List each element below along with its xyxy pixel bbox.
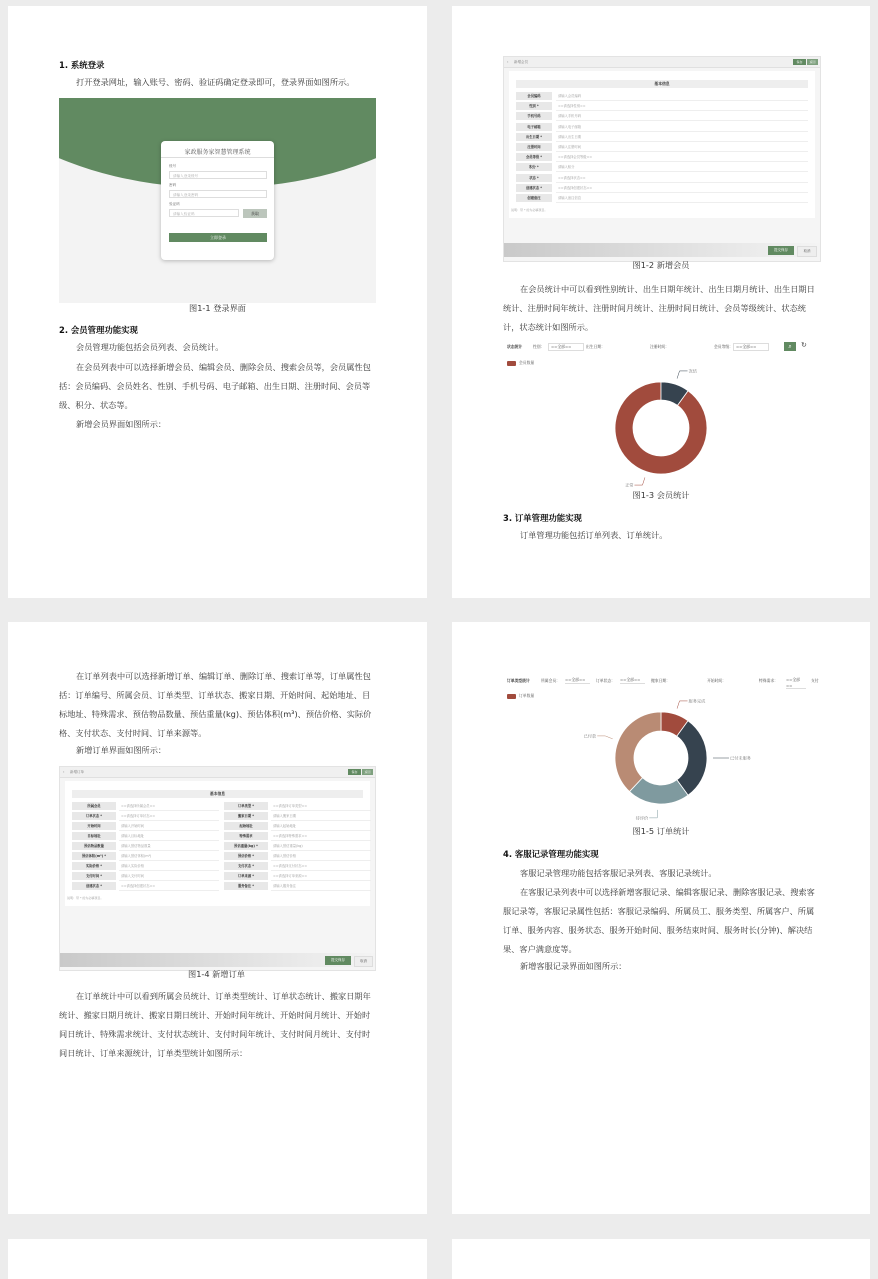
member-stats-screenshot [503, 338, 819, 488]
paragraph: 订单管理功能包括订单列表、订单统计。 [520, 530, 668, 540]
form-note: 说明：带 * 的为必填项目。 [511, 208, 548, 212]
pie-label-1: 已付未服务 [730, 755, 751, 761]
field-input[interactable]: 请输入备注信息 [556, 194, 808, 203]
pie-label-line-3 [597, 736, 612, 739]
field-label: 状态 * [516, 174, 552, 182]
paragraph: 在订单列表中可以选择新增订单、编辑订单、删除订单、搜索订单等，订单属性包括：订单编号、所属会员、订单类型、订单状态、搬家日期、开始时间、起始地址、目标地址、特殊需求、预估物品数量、预估重量(kg)、预估体积(m³)、预估价格、实际价格、支付状态、支付时间、订单来源等。 [59, 671, 372, 738]
login-button[interactable]: 立即登录 [169, 233, 267, 242]
legend-label: 订单数量 [519, 693, 535, 698]
submit-button[interactable]: 提交保存 [768, 246, 794, 255]
filter-label: 注册时间： [650, 344, 669, 349]
pie-label-1: 冻结 [688, 368, 697, 374]
cancel-button[interactable]: 取消 [354, 956, 373, 967]
captcha-label: 验证码 [169, 202, 180, 206]
field-input[interactable]: ==请选择订单类型== [271, 802, 371, 811]
order-form [65, 781, 370, 906]
field-input[interactable]: 请输入预估物品数量 [119, 842, 219, 851]
add-member-screenshot [503, 56, 821, 262]
field-label: 手机号码 [516, 112, 552, 120]
field-label: 所属会员 [72, 802, 116, 810]
document-page-3 [8, 622, 427, 1214]
filter-label: 出生日期： [586, 344, 605, 349]
form-section-title: 基本信息 [516, 80, 808, 88]
field-input[interactable]: 请输入注册时间 [556, 143, 808, 152]
field-label: 目标地址 [72, 832, 116, 840]
field-input[interactable]: 请输入搬家日期 [271, 812, 371, 821]
field-input[interactable]: ==请选择创建状态== [556, 184, 808, 193]
field-label: 性别 * [516, 102, 552, 110]
field-label: 创建备注 [516, 194, 552, 202]
captcha-input[interactable]: 请输入验证码 [169, 209, 239, 217]
filter-label: 订单状态： [596, 678, 615, 683]
field-input[interactable]: 请输入开始时间 [119, 822, 219, 831]
document-page-2 [452, 6, 870, 598]
order-stats-screenshot [503, 672, 819, 822]
filter-label: 开始时间： [707, 678, 726, 683]
field-label: 出生日期 * [516, 133, 552, 141]
field-label: 会员等级 * [516, 153, 552, 161]
field-label: 起始地址 [224, 822, 268, 830]
filter-label: 性别： [533, 344, 545, 349]
paragraph: 会员管理功能包括会员列表、会员统计。 [76, 342, 224, 352]
document-page-6 [452, 1239, 870, 1279]
figure-caption: 图1-2 新增会员 [632, 260, 690, 270]
breadcrumb: 新增订单 [70, 770, 84, 774]
figure-caption: 图1-3 会员统计 [632, 490, 690, 500]
field-label: 电子邮箱 [516, 123, 552, 131]
field-input[interactable]: ==请选择状态== [556, 174, 808, 183]
field-input[interactable]: ==请选择性别== [556, 102, 808, 111]
field-label: 会员编码 [516, 92, 552, 100]
special-need-filter-select[interactable]: ==全部== [786, 677, 806, 689]
save-button[interactable]: 保存 [348, 769, 361, 775]
field-label: 订单来源 * [224, 872, 268, 880]
figure-caption: 图1-5 订单统计 [632, 826, 690, 836]
paragraph: 客服记录管理功能包括客服记录列表、客服记录统计。 [520, 868, 717, 878]
field-input[interactable]: ==请选择所属会员== [119, 802, 219, 811]
section-heading: 4. 客服记录管理功能实现 [503, 849, 599, 859]
pie-label-line-0 [634, 477, 644, 485]
pie-label-line-0 [677, 701, 687, 709]
field-label: 预估体积(m³) * [72, 852, 116, 860]
section-heading: 3. 订单管理功能实现 [503, 513, 582, 523]
paragraph: 在会员列表中可以选择新增会员、编辑会员、删除会员、搜索会员等，会员属性包括：会员编码、会员姓名、性别、手机号码、电子邮箱、出生日期、注册时间、会员等级、积分、状态等。 [59, 362, 371, 410]
paragraph: 新增订单界面如图所示： [76, 745, 167, 755]
field-input[interactable]: 请输入目标地址 [119, 832, 219, 841]
section-heading: 1. 系统登录 [59, 60, 105, 70]
paragraph: 打开登录网址，输入账号、密码、验证码确定登录即可，登录界面如图所示。 [76, 77, 355, 87]
field-label: 订单类型 * [224, 802, 268, 810]
login-screenshot [59, 98, 376, 303]
filter-label: 所属会员： [541, 678, 560, 683]
field-label: 支付状态 * [224, 862, 268, 870]
field-label: 注册时间 [516, 143, 552, 151]
search-icon[interactable]: ⌕ [784, 342, 796, 351]
field-input[interactable]: 请输入出生日期 [556, 133, 808, 142]
submit-button[interactable]: 提交保存 [325, 956, 351, 965]
field-input[interactable]: ==请选择会员等级== [556, 153, 808, 162]
level-filter-select[interactable]: ==全部== [733, 343, 769, 351]
account-label: 账号 [169, 164, 177, 168]
password-label: 密码 [169, 183, 177, 187]
section-heading: 2. 会员管理功能实现 [59, 325, 138, 335]
breadcrumb: 新增会员 [514, 60, 528, 64]
legend-label: 会员数量 [519, 360, 535, 365]
field-label: 预估价格 * [224, 852, 268, 860]
field-input[interactable]: 请输入预估价格 [271, 852, 371, 861]
field-input[interactable]: 请输入支付时间 [119, 872, 219, 881]
member-form [509, 71, 815, 218]
figure-caption: 图1-1 登录界面 [189, 303, 246, 313]
paragraph: 在客服记录列表中可以选择新增客服记录、编辑客服记录、删除客服记录、搜索客服记录等，客服记录属性包括：客服记录编码、所属员工、服务类型、所属客户、所属订单、服务内容、服务状态、服务开始时间、服务结束时间、服务时长(分钟)、解决结果、客户满意度等。 [503, 887, 815, 954]
pie-slice-1[interactable] [677, 721, 707, 795]
field-input[interactable]: ==请选择创建状态== [119, 882, 219, 891]
pie-label-0: 服务完成 [688, 698, 706, 704]
pie-label-line-2 [649, 810, 658, 818]
return-button[interactable]: 返回 [807, 59, 818, 65]
paragraph: 新增客服记录界面如图所示： [520, 961, 627, 971]
password-input[interactable]: 请输入登录密码 [169, 190, 267, 198]
paragraph: 新增会员界面如图所示： [76, 419, 167, 429]
field-label: 特殊需求 [224, 832, 268, 840]
filter-label: 搬家日期： [651, 678, 670, 683]
field-label: 服务备注 * [224, 882, 268, 890]
save-button[interactable]: 保存 [793, 59, 806, 65]
field-input[interactable]: 请输入预估重量(kg) [271, 842, 371, 851]
figure-caption: 图1-4 新增订单 [188, 969, 245, 979]
field-label: 预估物品数量 [72, 842, 116, 850]
refresh-icon[interactable]: ↻ [801, 341, 807, 349]
field-input[interactable]: 请输入实际价格 [119, 862, 219, 871]
member-filter-select[interactable]: ==全部== [565, 677, 590, 684]
field-label: 创建状态 * [72, 882, 116, 890]
field-input[interactable]: ==请选择特殊需求== [271, 832, 371, 841]
field-input[interactable]: 请输入手机号码 [556, 112, 808, 121]
field-label: 开始时间 [72, 822, 116, 830]
filter-label: 特殊需求： [759, 678, 778, 683]
document-page-5 [8, 1239, 427, 1279]
field-input[interactable]: 请输入电子邮箱 [556, 123, 808, 132]
add-order-screenshot [59, 766, 376, 971]
back-arrow-icon[interactable]: ‹ [63, 770, 65, 774]
field-input[interactable]: 请输入会员编码 [556, 92, 808, 101]
field-label: 订单状态 * [72, 812, 116, 820]
pie-label-0: 正常 [625, 482, 634, 488]
field-label: 积分 * [516, 163, 552, 171]
order-status-filter-select[interactable]: ==全部== [620, 677, 645, 684]
form-note: 说明：带 * 的为必填项目。 [67, 896, 104, 900]
field-label: 搬家日期 * [224, 812, 268, 820]
stats-title: 状态统计 [507, 344, 523, 349]
member-status-pie-chart [503, 338, 819, 488]
field-input[interactable]: 请输入起始地址 [271, 822, 371, 831]
stats-title: 订单类型统计 [507, 678, 530, 683]
return-button[interactable]: 返回 [362, 769, 373, 775]
field-input[interactable]: 请输入服务备注 [271, 882, 371, 891]
pie-label-2: 待评价 [635, 815, 649, 821]
field-input[interactable]: 请输入积分 [556, 163, 808, 172]
filter-label: 支付 [811, 678, 819, 683]
form-section-title: 基本信息 [72, 790, 363, 798]
document-page-1 [8, 6, 427, 598]
account-input[interactable]: 请输入登录账号 [169, 171, 267, 179]
login-card [161, 141, 274, 260]
paragraph: 在订单统计中可以看到所属会员统计、订单类型统计、订单状态统计、搬家日期年统计、搬家日期月统计、搬家日期日统计、开始时间年统计、开始时间月统计、开始时间日统计、特殊需求统计、支付状态统计、支付时间年统计、支付时间月统计、支付时间日统计、订单来源统计，订单类型统计如图所示： [59, 991, 371, 1058]
field-input[interactable]: ==请选择订单状态== [119, 812, 219, 821]
cancel-button[interactable]: 取消 [797, 246, 817, 257]
field-label: 创建状态 * [516, 184, 552, 192]
pie-label-line-1 [677, 371, 687, 379]
gender-filter-select[interactable]: ==全部== [548, 343, 584, 351]
field-label: 预估重量(kg) * [224, 842, 268, 850]
paragraph: 在会员统计中可以看到性别统计、出生日期年统计、出生日期月统计、出生日期日统计、注册时间年统计、注册时间月统计、注册时间日统计、会员等级统计、状态统计，状态统计如图所示。 [503, 284, 815, 332]
field-input[interactable]: ==请选择支付状态== [271, 862, 371, 871]
pie-label-3: 已付款 [583, 733, 597, 739]
field-label: 实际价格 * [72, 862, 116, 870]
field-label: 支付时间 * [72, 872, 116, 880]
back-arrow-icon[interactable]: ‹ [507, 60, 509, 64]
field-input[interactable]: 请输入预估体积(m³) [119, 852, 219, 861]
login-title: 家政服务家智慧管理系统 [184, 149, 251, 156]
field-input[interactable]: ==请选择订单来源== [271, 872, 371, 881]
document-page-4 [452, 622, 870, 1214]
order-type-pie-chart [503, 672, 819, 822]
captcha-button[interactable]: 获取 [243, 209, 267, 218]
pie-slice-3[interactable] [615, 712, 661, 792]
filter-label: 会员等级： [714, 344, 733, 349]
